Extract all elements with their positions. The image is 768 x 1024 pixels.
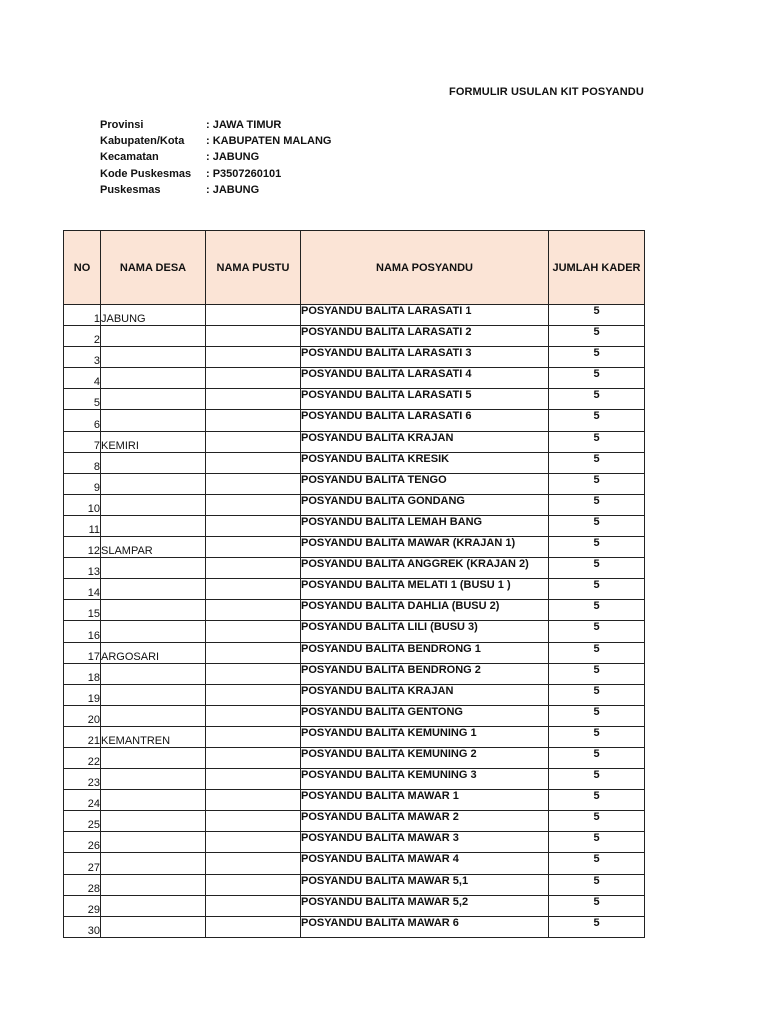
- table-row: [64, 347, 645, 368]
- cell-nama-desa: [101, 747, 206, 768]
- cell-nama-desa: KEMIRI: [101, 431, 206, 452]
- table-row: [64, 389, 645, 410]
- cell-no: 4: [64, 368, 101, 389]
- table-row: [64, 494, 645, 515]
- cell-no: 25: [64, 811, 101, 832]
- cell-nama-desa: [101, 389, 206, 410]
- cell-nama-posyandu: POSYANDU BALITA MAWAR 6: [301, 916, 549, 937]
- info-value: : KABUPATEN MALANG: [206, 135, 332, 148]
- info-label: Puskesmas: [100, 183, 161, 196]
- header-nama-desa: NAMA DESA: [101, 231, 206, 305]
- cell-no: 16: [64, 621, 101, 642]
- cell-no: 2: [64, 326, 101, 347]
- cell-nama-pustu: [206, 747, 301, 768]
- cell-no: 9: [64, 473, 101, 494]
- info-row-puskesmas: [100, 182, 331, 198]
- cell-jumlah-kader: 5: [549, 684, 645, 705]
- cell-nama-posyandu: POSYANDU BALITA TENGO: [301, 473, 549, 494]
- cell-jumlah-kader: 5: [549, 726, 645, 747]
- table-row: [64, 811, 645, 832]
- cell-nama-posyandu: POSYANDU BALITA KEMUNING 2: [301, 747, 549, 768]
- info-value: : P3507260101: [206, 167, 282, 180]
- cell-jumlah-kader: 5: [549, 600, 645, 621]
- cell-no: 7: [64, 431, 101, 452]
- cell-jumlah-kader: 5: [549, 895, 645, 916]
- cell-no: 18: [64, 663, 101, 684]
- cell-nama-desa: [101, 811, 206, 832]
- cell-nama-posyandu: POSYANDU BALITA GONDANG: [301, 494, 549, 515]
- table-row: [64, 705, 645, 726]
- cell-no: 19: [64, 684, 101, 705]
- table-row: [64, 537, 645, 558]
- cell-no: 12: [64, 537, 101, 558]
- cell-nama-desa: [101, 853, 206, 874]
- cell-nama-pustu: [206, 811, 301, 832]
- info-value: : JABUNG: [206, 183, 260, 196]
- cell-jumlah-kader: 5: [549, 747, 645, 768]
- cell-nama-desa: [101, 916, 206, 937]
- table-row: [64, 431, 645, 452]
- cell-nama-posyandu: POSYANDU BALITA LARASATI 1: [301, 305, 549, 326]
- table-row: [64, 558, 645, 579]
- cell-nama-pustu: [206, 347, 301, 368]
- cell-nama-pustu: [206, 832, 301, 853]
- cell-nama-posyandu: POSYANDU BALITA GENTONG: [301, 705, 549, 726]
- cell-jumlah-kader: 5: [549, 558, 645, 579]
- table-row: [64, 368, 645, 389]
- cell-nama-posyandu: POSYANDU BALITA KEMUNING 3: [301, 769, 549, 790]
- cell-nama-pustu: [206, 684, 301, 705]
- cell-no: 1: [64, 305, 101, 326]
- cell-nama-pustu: [206, 452, 301, 473]
- table-row: [64, 663, 645, 684]
- cell-jumlah-kader: 5: [549, 663, 645, 684]
- table-row: [64, 473, 645, 494]
- cell-nama-posyandu: POSYANDU BALITA MAWAR 5,1: [301, 874, 549, 895]
- cell-jumlah-kader: 5: [549, 305, 645, 326]
- cell-nama-pustu: [206, 790, 301, 811]
- form-title: FORMULIR USULAN KIT POSYANDU: [449, 86, 644, 98]
- cell-jumlah-kader: 5: [549, 326, 645, 347]
- cell-nama-desa: [101, 368, 206, 389]
- cell-no: 10: [64, 494, 101, 515]
- table-row: [64, 853, 645, 874]
- cell-jumlah-kader: 5: [549, 368, 645, 389]
- cell-no: 23: [64, 769, 101, 790]
- cell-nama-pustu: [206, 726, 301, 747]
- cell-nama-pustu: [206, 642, 301, 663]
- table-row: [64, 874, 645, 895]
- cell-nama-pustu: [206, 558, 301, 579]
- info-value: : JAWA TIMUR: [206, 119, 282, 131]
- cell-nama-posyandu: POSYANDU BALITA MAWAR 2: [301, 811, 549, 832]
- cell-no: 20: [64, 705, 101, 726]
- cell-jumlah-kader: 5: [549, 579, 645, 600]
- cell-jumlah-kader: 5: [549, 874, 645, 895]
- table-row: [64, 642, 645, 663]
- cell-no: 28: [64, 874, 101, 895]
- table-body: [64, 305, 645, 938]
- cell-nama-pustu: [206, 579, 301, 600]
- cell-nama-desa: [101, 895, 206, 916]
- cell-nama-posyandu: POSYANDU BALITA ANGGREK (KRAJAN 2): [301, 558, 549, 579]
- cell-nama-pustu: [206, 874, 301, 895]
- cell-nama-desa: [101, 579, 206, 600]
- info-row-kabupaten: [100, 133, 331, 149]
- cell-no: 11: [64, 515, 101, 536]
- cell-nama-desa: [101, 452, 206, 473]
- cell-nama-desa: [101, 515, 206, 536]
- cell-no: 27: [64, 853, 101, 874]
- cell-nama-desa: [101, 684, 206, 705]
- cell-nama-posyandu: POSYANDU BALITA KRAJAN: [301, 684, 549, 705]
- cell-nama-posyandu: POSYANDU BALITA LARASATI 2: [301, 326, 549, 347]
- cell-nama-posyandu: POSYANDU BALITA LARASATI 4: [301, 368, 549, 389]
- cell-nama-posyandu: POSYANDU BALITA MAWAR 5,2: [301, 895, 549, 916]
- cell-no: 5: [64, 389, 101, 410]
- cell-nama-posyandu: POSYANDU BALITA MELATI 1 (BUSU 1 ): [301, 579, 549, 600]
- cell-no: 14: [64, 579, 101, 600]
- cell-jumlah-kader: 5: [549, 916, 645, 937]
- info-label: Kabupaten/Kota: [100, 135, 185, 148]
- info-label: Kecamatan: [100, 151, 159, 164]
- table-row: [64, 305, 645, 326]
- cell-nama-pustu: [206, 326, 301, 347]
- cell-nama-posyandu: POSYANDU BALITA LARASATI 6: [301, 410, 549, 431]
- header-jumlah-kader: JUMLAH KADER: [549, 231, 645, 305]
- cell-no: 21: [64, 726, 101, 747]
- table-row: [64, 452, 645, 473]
- cell-nama-pustu: [206, 853, 301, 874]
- cell-nama-posyandu: POSYANDU BALITA MAWAR 4: [301, 853, 549, 874]
- cell-nama-posyandu: POSYANDU BALITA MAWAR (KRAJAN 1): [301, 537, 549, 558]
- cell-nama-pustu: [206, 389, 301, 410]
- cell-nama-desa: [101, 558, 206, 579]
- cell-jumlah-kader: 5: [549, 347, 645, 368]
- table-row: [64, 832, 645, 853]
- cell-nama-posyandu: POSYANDU BALITA LARASATI 3: [301, 347, 549, 368]
- table-row: [64, 916, 645, 937]
- cell-nama-desa: [101, 663, 206, 684]
- info-label: Provinsi: [100, 119, 144, 131]
- cell-jumlah-kader: 5: [549, 621, 645, 642]
- cell-no: 29: [64, 895, 101, 916]
- cell-nama-pustu: [206, 537, 301, 558]
- table-row: [64, 410, 645, 431]
- info-row-kecamatan: [100, 149, 331, 165]
- cell-jumlah-kader: 5: [549, 769, 645, 790]
- info-value: : JABUNG: [206, 151, 260, 164]
- cell-no: 17: [64, 642, 101, 663]
- cell-nama-pustu: [206, 916, 301, 937]
- cell-nama-desa: [101, 494, 206, 515]
- cell-jumlah-kader: 5: [549, 705, 645, 726]
- header-no: NO: [64, 231, 101, 305]
- cell-nama-posyandu: POSYANDU BALITA KEMUNING 1: [301, 726, 549, 747]
- cell-no: 15: [64, 600, 101, 621]
- table-row: [64, 726, 645, 747]
- cell-nama-pustu: [206, 600, 301, 621]
- cell-nama-desa: [101, 832, 206, 853]
- cell-no: 26: [64, 832, 101, 853]
- cell-no: 13: [64, 558, 101, 579]
- info-row-kode-puskesmas: [100, 166, 331, 182]
- table-header-row: [64, 231, 645, 305]
- cell-nama-desa: [101, 705, 206, 726]
- cell-no: 30: [64, 916, 101, 937]
- cell-jumlah-kader: 5: [549, 853, 645, 874]
- cell-nama-desa: [101, 769, 206, 790]
- table-row: [64, 600, 645, 621]
- cell-nama-posyandu: POSYANDU BALITA KRESIK: [301, 452, 549, 473]
- table-row: [64, 621, 645, 642]
- cell-nama-pustu: [206, 431, 301, 452]
- cell-nama-pustu: [206, 705, 301, 726]
- cell-nama-desa: [101, 347, 206, 368]
- cell-jumlah-kader: 5: [549, 452, 645, 473]
- cell-nama-desa: [101, 600, 206, 621]
- cell-jumlah-kader: 5: [549, 790, 645, 811]
- cell-jumlah-kader: 5: [549, 642, 645, 663]
- cell-nama-pustu: [206, 410, 301, 431]
- table-row: [64, 579, 645, 600]
- cell-jumlah-kader: 5: [549, 473, 645, 494]
- cell-no: 3: [64, 347, 101, 368]
- table-row: [64, 684, 645, 705]
- table-row: [64, 326, 645, 347]
- cell-nama-pustu: [206, 305, 301, 326]
- cell-no: 6: [64, 410, 101, 431]
- info-row-provinsi: [100, 117, 331, 133]
- cell-nama-pustu: [206, 473, 301, 494]
- cell-nama-posyandu: POSYANDU BALITA KRAJAN: [301, 431, 549, 452]
- cell-jumlah-kader: 5: [549, 389, 645, 410]
- cell-nama-desa: KEMANTREN: [101, 726, 206, 747]
- cell-nama-posyandu: POSYANDU BALITA MAWAR 1: [301, 790, 549, 811]
- table-row: [64, 790, 645, 811]
- table-row: [64, 769, 645, 790]
- cell-jumlah-kader: 5: [549, 537, 645, 558]
- cell-nama-desa: ARGOSARI: [101, 642, 206, 663]
- cell-nama-posyandu: POSYANDU BALITA LEMAH BANG: [301, 515, 549, 536]
- cell-nama-pustu: [206, 663, 301, 684]
- cell-nama-posyandu: POSYANDU BALITA MAWAR 3: [301, 832, 549, 853]
- table-row: [64, 515, 645, 536]
- cell-no: 22: [64, 747, 101, 768]
- info-label: Kode Puskesmas: [100, 167, 192, 180]
- cell-nama-desa: [101, 621, 206, 642]
- cell-no: 8: [64, 452, 101, 473]
- cell-no: 24: [64, 790, 101, 811]
- cell-nama-posyandu: POSYANDU BALITA DAHLIA (BUSU 2): [301, 600, 549, 621]
- cell-nama-posyandu: POSYANDU BALITA LARASATI 5: [301, 389, 549, 410]
- header-nama-posyandu: NAMA POSYANDU: [301, 231, 549, 305]
- cell-jumlah-kader: 5: [549, 832, 645, 853]
- cell-nama-desa: [101, 874, 206, 895]
- cell-nama-desa: [101, 473, 206, 494]
- cell-nama-desa: JABUNG: [101, 305, 206, 326]
- header-nama-pustu: NAMA PUSTU: [206, 231, 301, 305]
- cell-jumlah-kader: 5: [549, 431, 645, 452]
- cell-nama-pustu: [206, 895, 301, 916]
- cell-nama-pustu: [206, 494, 301, 515]
- cell-nama-desa: SLAMPAR: [101, 537, 206, 558]
- cell-nama-pustu: [206, 621, 301, 642]
- cell-nama-pustu: [206, 769, 301, 790]
- table-row: [64, 747, 645, 768]
- cell-nama-posyandu: POSYANDU BALITA BENDRONG 2: [301, 663, 549, 684]
- table-row: [64, 895, 645, 916]
- cell-nama-pustu: [206, 515, 301, 536]
- cell-jumlah-kader: 5: [549, 515, 645, 536]
- cell-nama-desa: [101, 326, 206, 347]
- cell-jumlah-kader: 5: [549, 410, 645, 431]
- cell-nama-posyandu: POSYANDU BALITA BENDRONG 1: [301, 642, 549, 663]
- cell-nama-pustu: [206, 368, 301, 389]
- cell-jumlah-kader: 5: [549, 811, 645, 832]
- cell-nama-desa: [101, 790, 206, 811]
- cell-nama-posyandu: POSYANDU BALITA LILI (BUSU 3): [301, 621, 549, 642]
- cell-nama-desa: [101, 410, 206, 431]
- posyandu-table: [63, 230, 645, 938]
- cell-jumlah-kader: 5: [549, 494, 645, 515]
- form-info: [100, 117, 331, 198]
